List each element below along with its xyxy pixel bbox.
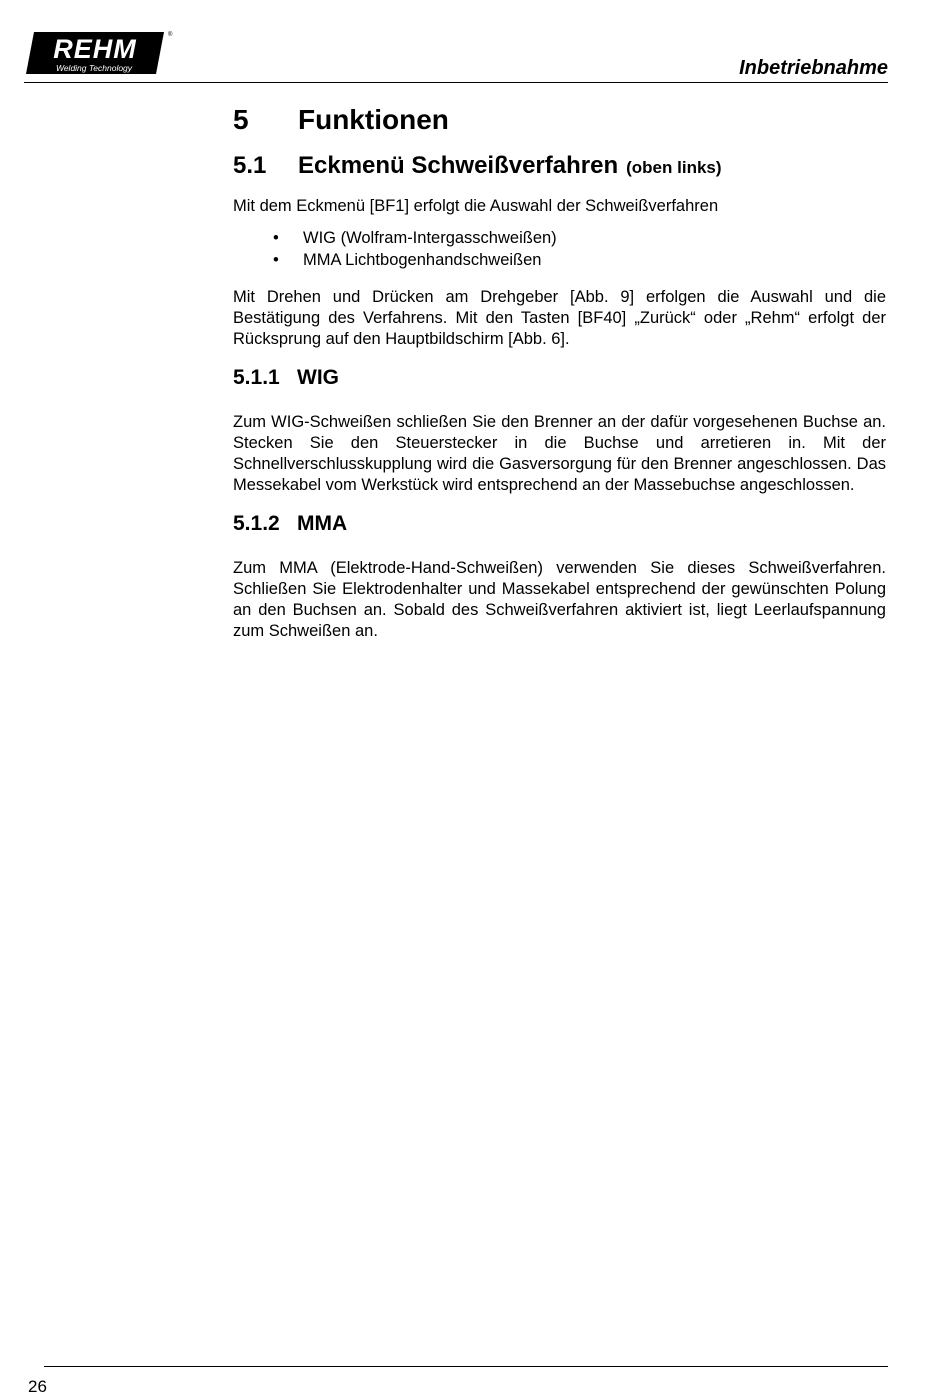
section-5-1-2-heading: [233, 512, 886, 536]
section-5-1-1-title: WIG: [297, 366, 339, 389]
footer-divider: [44, 1366, 888, 1367]
list-item-text: WIG (Wolfram-Intergasschweißen): [303, 229, 557, 247]
header-section-title: Inbetriebnahme: [739, 57, 888, 79]
page-number: 26: [28, 1377, 47, 1396]
section-5-1-2-title: MMA: [297, 512, 348, 535]
section-5-1-suffix: (oben links): [626, 158, 722, 177]
svg-text:Welding Technology: Welding Technology: [55, 63, 133, 73]
chapter-number: 5: [233, 104, 249, 135]
svg-text:REHM: REHM: [53, 34, 137, 64]
chapter-title: Funktionen: [298, 104, 449, 135]
section-5-1-paragraph: Mit Drehen und Drücken am Drehgeber [Abb. 9] erfolgen die Auswahl und die Bestätigung des Verfahrens. Mit den Tasten [BF40] „Zurück“ oder „Rehm“ erfolgt der Rücksprung auf den Hauptbildschirm [Abb. 6].: [233, 288, 886, 348]
bullet-icon: •: [273, 229, 279, 247]
section-5-1-1-number: 5.1.1: [233, 366, 280, 389]
page-content: [233, 102, 886, 658]
section-5-1-1-heading: [233, 366, 886, 390]
header-divider: [24, 82, 888, 83]
chapter-heading: [233, 102, 886, 138]
process-list: [233, 227, 886, 271]
list-item: [233, 227, 886, 249]
section-5-1-2-paragraph: Zum MMA (Elektrode-Hand-Schweißen) verwenden Sie dieses Schweißverfahren. Schließen Sie Elektrodenhalter und Massekabel entsprechend der gewünschten Polung an den Buchsen an. Sobald des Schweißverfahren aktiviert ist, liegt Leerlaufspannung zum Schweißen an.: [233, 559, 886, 640]
list-item-text: MMA Lichtbogenhandschweißen: [303, 251, 542, 269]
section-5-1-heading: [233, 152, 886, 180]
section-5-1-1-paragraph: Zum WIG-Schweißen schließen Sie den Brenner an der dafür vorgesehenen Buchse an. Stecken Sie den Steuerstecker in die Buchse und arretieren in. Mit der Schnellverschlusskupplung wird die Gasversorgung für den Brenner angeschlossen. Das Messekabel vom Werkstück wird entsprechend an der Massebuchse angeschlossen.: [233, 413, 886, 494]
list-item: [233, 249, 886, 271]
rehm-logo: [24, 28, 174, 78]
section-5-1-title: Eckmenü Schweißverfahren: [298, 152, 619, 179]
section-5-1-intro: Mit dem Eckmenü [BF1] erfolgt die Auswahl der Schweißverfahren: [233, 197, 719, 215]
svg-text:®: ®: [168, 32, 173, 38]
section-5-1-number: 5.1: [233, 152, 267, 179]
bullet-icon: •: [273, 251, 279, 269]
section-5-1-2-number: 5.1.2: [233, 512, 280, 535]
